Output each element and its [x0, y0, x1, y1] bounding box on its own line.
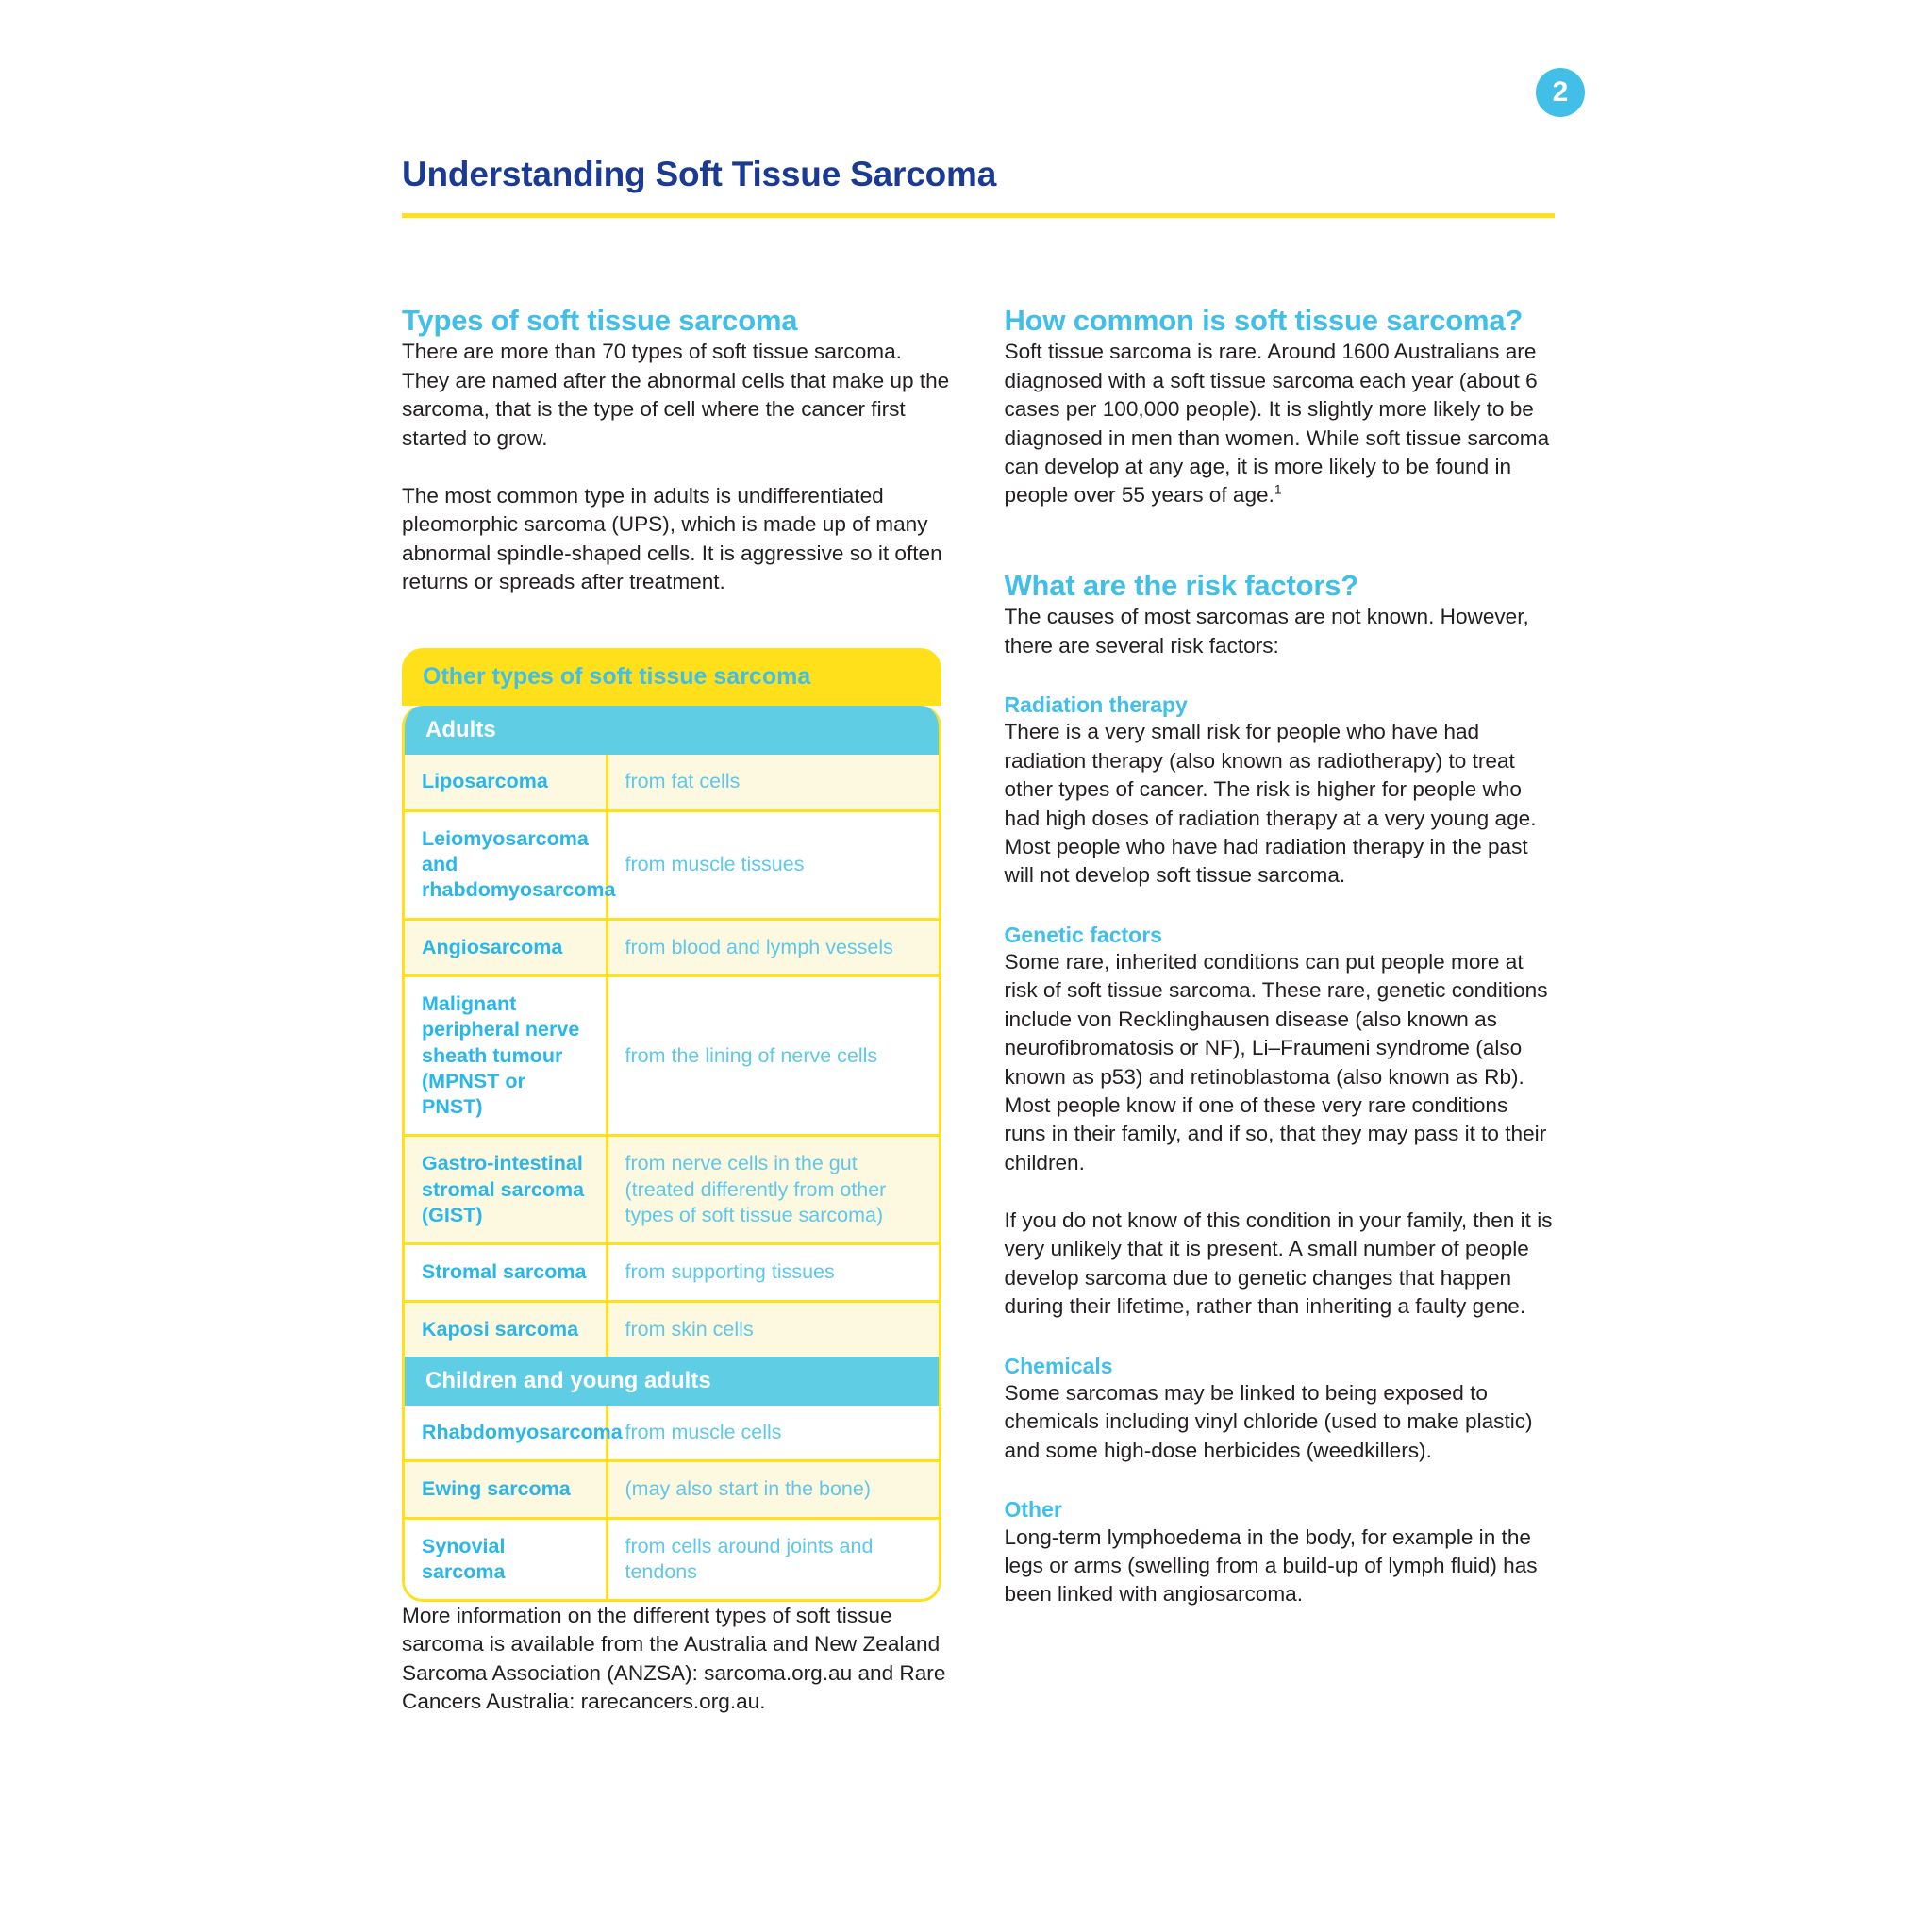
table-row [405, 1406, 939, 1461]
table-row [405, 810, 939, 919]
paragraph-chemicals: Some sarcomas may be linked to being exposed to chemicals including vinyl chloride (used to make plastic) and some high-dose herbicides (weedkillers). [1004, 1381, 1533, 1462]
table-cell-type-desc: from muscle cells [607, 1406, 939, 1461]
table-cell-type-name: Angiosarcoma [405, 919, 607, 975]
table-group-header-adults: Adults [405, 706, 939, 755]
table-cell-type-desc: from skin cells [607, 1301, 939, 1357]
table-row [405, 919, 939, 975]
left-column [402, 305, 953, 1717]
paragraph-how-common-text: Soft tissue sarcoma is rare. Around 1600 Australians are diagnosed with a soft tissue sarcoma each year (about 6 cases per 100,000 people). It is slightly more likely to be diagnosed in men than women. While soft tissue sarcoma can develop at any age, it is more likely to be found in people over 55 years of age. [1004, 340, 1550, 508]
table-row [405, 1301, 939, 1357]
table-row [405, 1461, 939, 1518]
table-cell-type-desc: from the lining of nerve cells [607, 975, 939, 1135]
paragraph-types-intro: There are more than 70 types of soft tissue sarcoma. They are named after the abnormal cells that make up the sarcoma, that is the type of cell where the cancer first started to grow. [402, 340, 950, 450]
table-cell-type-name: Liposarcoma [405, 755, 607, 810]
table-row [405, 755, 939, 810]
table-card-body [402, 706, 941, 1602]
table-children [405, 1406, 939, 1599]
table-adults [405, 755, 939, 1356]
subheading-genetic-factors: Genetic factors [1004, 922, 1162, 947]
heading-types-of-soft-tissue-sarcoma: Types of soft tissue sarcoma [402, 304, 798, 337]
table-cell-type-name: Leiomyosarcoma and rhabdomyosarcoma [405, 810, 607, 919]
page-title: Understanding Soft Tissue Sarcoma [402, 155, 997, 193]
table-cell-type-desc: from blood and lymph vessels [607, 919, 939, 975]
table-cell-type-name: Stromal sarcoma [405, 1244, 607, 1301]
page-content [402, 0, 1555, 1717]
table-cell-type-name: Synovial sarcoma [405, 1518, 607, 1599]
table-cell-type-name: Gastro-intestinal stromal sarcoma (GIST) [405, 1136, 607, 1244]
heading-risk-factors: What are the risk factors? [1004, 568, 1359, 602]
table-cell-type-desc: from supporting tissues [607, 1244, 939, 1301]
title-underline-rule [402, 213, 1555, 218]
paragraph-genetic-2: If you do not know of this condition in your family, then it is very unlikely that it is present. A small number of people develop sarcoma due to genetic changes that happen during their lifetime, rather than inheriting a faulty gene. [1004, 1208, 1553, 1319]
table-cell-type-desc: from nerve cells in the gut (treated differently from other types of soft tissue sarcoma) [607, 1136, 939, 1244]
table-row [405, 975, 939, 1135]
table-row [405, 1244, 939, 1301]
paragraph-radiation-therapy: There is a very small risk for people who have had radiation therapy (also known as radiotherapy) to treat other types of cancer. The risk is higher for people who had high doses of radiation therapy at a very young age. Most people who have had radiation therapy in the past will not develop soft tissue sarcoma. [1004, 720, 1537, 888]
table-row [405, 1136, 939, 1244]
table-card-title: Other types of soft tissue sarcoma [402, 648, 941, 706]
table-cell-type-name: Malignant peripheral nerve sheath tumour (MPNST or PNST) [405, 975, 607, 1135]
subheading-chemicals: Chemicals [1004, 1353, 1113, 1378]
table-cell-type-desc: from muscle tissues [607, 810, 939, 919]
heading-how-common: How common is soft tissue sarcoma? [1004, 304, 1524, 337]
paragraph-more-information: More information on the different types of soft tissue sarcoma is available from the Australia and New Zealand Sarcoma Association (ANZSA): sarcoma.org.au and Rare Cancers Australia: rarecancers.org.au. [402, 1604, 946, 1714]
subheading-other: Other [1004, 1497, 1062, 1523]
page-number-label: 2 [1552, 76, 1569, 108]
table-group-header-children: Children and young adults [405, 1357, 939, 1406]
paragraph-types-ups: The most common type in adults is undifferentiated pleomorphic sarcoma (UPS), which is made up of many abnormal spindle-shaped cells. It is aggressive so it often returns or spreads after treatment. [402, 483, 942, 594]
table-cell-type-desc: (may also start in the bone) [607, 1461, 939, 1518]
paragraph-other: Long-term lymphoedema in the body, for example in the legs or arms (swelling from a build-up of lymph fluid) has been linked with angiosarcoma. [1004, 1524, 1538, 1607]
table-row [405, 1518, 939, 1599]
paragraph-risk-intro: The causes of most sarcomas are not known. However, there are several risk factors: [1004, 605, 1529, 658]
paragraph-how-common [1005, 338, 1556, 509]
paragraph-genetic-1: Some rare, inherited conditions can put people more at risk of soft tissue sarcoma. These rare, genetic conditions include von Recklinghausen disease (also known as neurofibromatosis or NF), Li–Fraumeni syndrome (also known as p53) and retinoblastoma (also known as Rb). Most people know if one of these very rare conditions runs in their family, and if so, that they may pass it to their children. [1004, 950, 1548, 1174]
subheading-radiation-therapy: Radiation therapy [1004, 691, 1188, 717]
right-column [1005, 305, 1556, 1717]
two-column-layout [402, 305, 1555, 1717]
other-types-table-card [402, 648, 941, 1602]
table-cell-type-name: Rhabdomyosarcoma [405, 1406, 607, 1461]
table-cell-type-desc: from cells around joints and tendons [607, 1518, 939, 1599]
footnote-marker: 1 [1274, 481, 1282, 497]
table-cell-type-desc: from fat cells [607, 755, 939, 810]
table-cell-type-name: Kaposi sarcoma [405, 1301, 607, 1357]
table-cell-type-name: Ewing sarcoma [405, 1461, 607, 1518]
